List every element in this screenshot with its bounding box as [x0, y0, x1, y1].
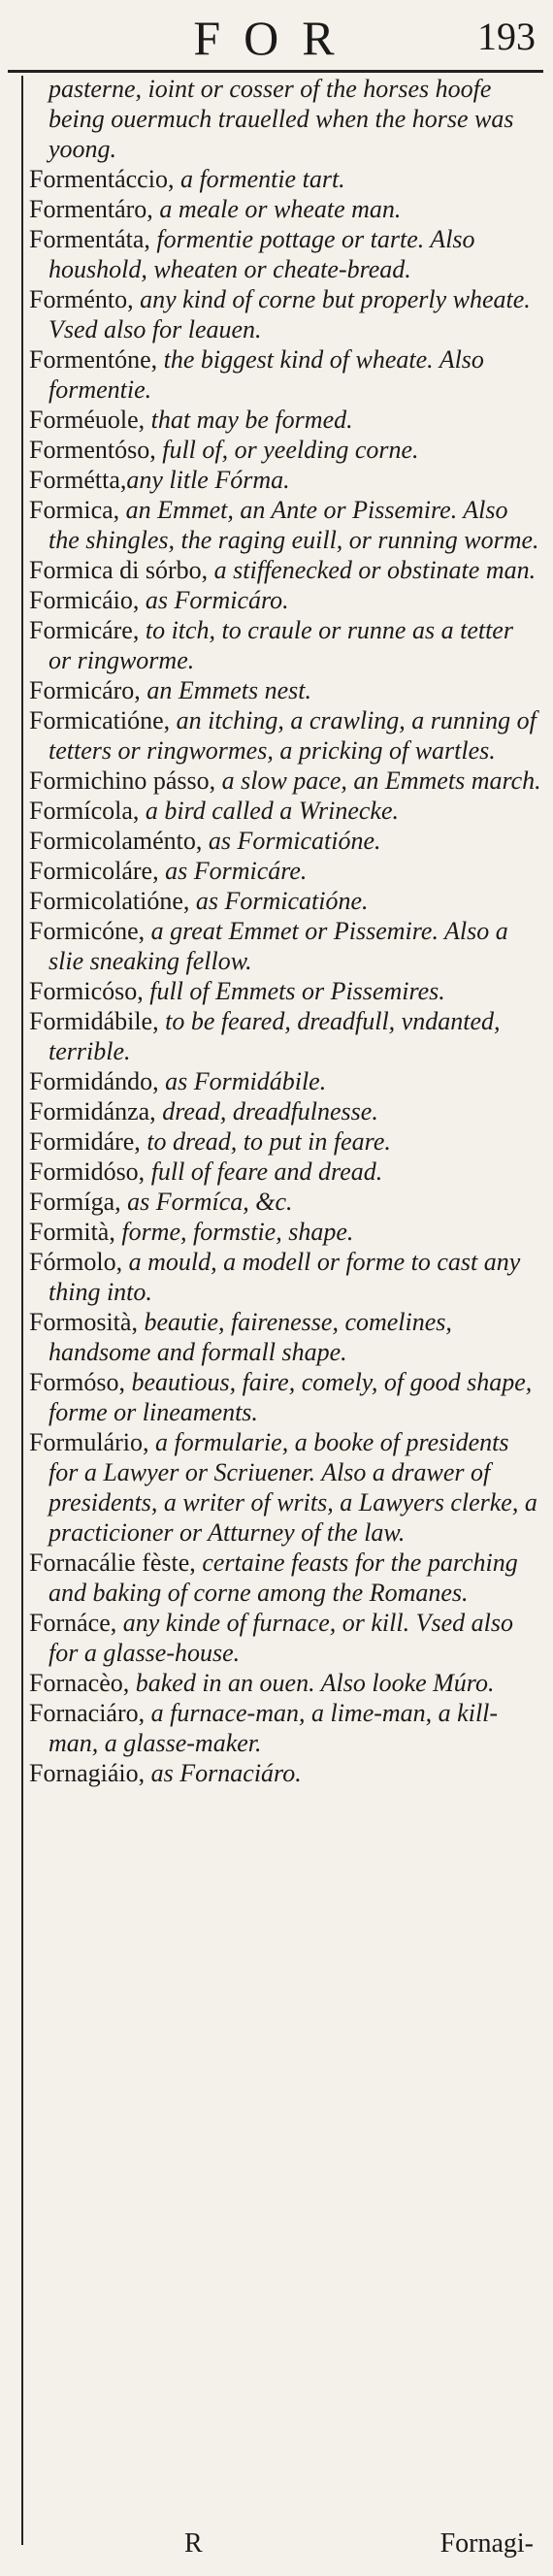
dictionary-entry — [29, 705, 541, 766]
dictionary-entry — [29, 495, 541, 555]
entry-headword: Formità, — [29, 1218, 115, 1246]
entry-definition: a bird called a Wrinecke. — [139, 797, 400, 825]
dictionary-entry — [29, 555, 541, 585]
dictionary-entry — [29, 405, 541, 435]
entry-headword: Formentáro, — [29, 195, 153, 223]
dictionary-entry — [29, 164, 541, 194]
dictionary-entry — [29, 284, 541, 344]
entry-definition: pasterne, ioint or cosser of the horses hoofe being ouermuch trauelled when the horse was yoong. — [49, 75, 514, 163]
dictionary-entry — [29, 1126, 541, 1157]
entry-headword: Fornaciáro, — [29, 1699, 146, 1727]
entry-headword: Forméuole, — [29, 406, 146, 434]
entry-headword: Formulário, — [29, 1428, 149, 1456]
dictionary-entry — [29, 886, 541, 916]
entry-definition: that may be formed. — [145, 406, 353, 434]
dictionary-entry — [29, 1157, 541, 1187]
dictionary-entry — [29, 1668, 541, 1698]
entry-definition: as Formicatióne. — [202, 827, 381, 855]
entry-definition: a formentie tart. — [174, 165, 345, 193]
page-title: FOR — [193, 11, 358, 65]
dictionary-entry — [29, 826, 541, 856]
dictionary-entry — [29, 976, 541, 1006]
entry-headword: Formicóso, — [29, 977, 144, 1005]
entry-headword: Formica, — [29, 496, 120, 524]
entry-definition: a formularie, a booke of presidents for a Lawyer or Scriuener. Also a drawer of presidents, a writer of writs, a Lawyers clerke, a practicioner or Atturney of the law. — [49, 1428, 537, 1547]
entry-definition: as Formicatióne. — [189, 887, 369, 915]
entry-definition: full of Emmets or Pissemires. — [143, 977, 445, 1005]
dictionary-entry — [29, 1427, 541, 1548]
entry-headword: Formicóne, — [29, 917, 146, 945]
dictionary-entry — [29, 1548, 541, 1608]
entry-headword: Formidábile, — [29, 1007, 159, 1035]
entry-headword: Formicáre, — [29, 616, 140, 644]
entry-list — [29, 74, 541, 1788]
header-rule — [8, 70, 543, 73]
entry-definition: a mould, a modell or forme to cast any thing into. — [49, 1248, 521, 1306]
entry-headword: Formicolatióne, — [29, 887, 190, 915]
entry-definition: a furnace-man, a lime-man, a kill-man, a glasse-maker. — [49, 1699, 499, 1757]
dictionary-entry — [29, 1006, 541, 1066]
entry-headword: Formidóso, — [29, 1158, 146, 1186]
dictionary-entry — [29, 1066, 541, 1096]
entry-definition: to itch, to craule or runne as a tetter or ringworme. — [49, 616, 513, 674]
entry-headword: Formentóso, — [29, 436, 156, 464]
entry-definition: as Fornaciáro. — [145, 1759, 302, 1787]
entry-headword: Fornacèo, — [29, 1669, 130, 1697]
entry-headword: Fornáce, — [29, 1609, 117, 1637]
entry-definition: to be feared, dreadfull, vndanted, terrible. — [49, 1007, 501, 1065]
entry-headword: Formica di sórbo, — [29, 556, 209, 584]
dictionary-entry — [29, 1096, 541, 1126]
entry-headword: Fórmolo, — [29, 1248, 123, 1276]
entry-headword: Formentáta, — [29, 225, 150, 253]
entry-definition: an Emmets nest. — [140, 676, 312, 704]
entry-definition: baked in an ouen. Also looke Múro. — [129, 1669, 495, 1697]
entry-definition: forme, formstie, shape. — [114, 1218, 354, 1246]
entry-definition: a stiffenecked or obstinate man. — [208, 556, 537, 584]
catchword: Fornagi- — [439, 2528, 534, 2559]
entry-headword: Forménto, — [29, 285, 134, 313]
entry-definition: certaine feasts for the parching and baking of corne among the Romanes. — [49, 1549, 518, 1607]
dictionary-entry — [29, 1307, 541, 1367]
dictionary-entry — [29, 675, 541, 705]
dictionary-entry — [29, 465, 541, 495]
entry-headword: Formichino pásso, — [29, 766, 216, 795]
entry-definition: as Formíca, &c. — [120, 1188, 293, 1216]
entry-headword: Formíga, — [29, 1188, 121, 1216]
entry-definition: formentie pottage or tarte. Also houshold, wheaten or cheate-bread. — [49, 225, 475, 283]
dictionary-entry — [29, 856, 541, 886]
entry-headword: Formosità, — [29, 1308, 138, 1336]
dictionary-entry — [29, 1187, 541, 1217]
entry-headword: Formidáre, — [29, 1127, 141, 1156]
entry-headword: Formicáro, — [29, 676, 141, 704]
entry-definition: dread, dreadfulnesse. — [155, 1097, 378, 1125]
entry-definition: any kind of corne but properly wheate. Vsed also for leauen. — [49, 285, 531, 343]
entry-definition: an itching, a crawling, a running of tetters or ringwormes, a pricking of wartles. — [49, 706, 537, 765]
entry-headword: Formicolaménto, — [29, 827, 203, 855]
entry-headword: Formícola, — [29, 797, 140, 825]
signature-mark: R — [184, 2528, 203, 2559]
entry-definition: any litle Fórma. — [126, 466, 290, 494]
entry-headword: Formidándo, — [29, 1067, 159, 1095]
entry-definition: a meale or wheate man. — [152, 195, 402, 223]
entry-definition: to dread, to put in feare. — [140, 1127, 391, 1156]
dictionary-entry — [29, 615, 541, 675]
entry-definition: as Formicáre. — [158, 857, 308, 885]
dictionary-entry — [29, 74, 541, 164]
page-number: 193 — [477, 15, 536, 58]
entry-definition: beautious, faire, comely, of good shape, forme or lineaments. — [49, 1368, 533, 1426]
dictionary-entry — [29, 194, 541, 224]
entry-definition: beautie, fairenesse, comelines, handsome and formall shape. — [49, 1308, 452, 1366]
entry-headword: Formétta, — [29, 466, 127, 494]
column-rule — [21, 76, 23, 2545]
dictionary-entry — [29, 435, 541, 465]
entry-headword: Formóso, — [29, 1368, 125, 1396]
dictionary-entry — [29, 1247, 541, 1307]
dictionary-entry — [29, 1608, 541, 1668]
dictionary-entry — [29, 1367, 541, 1427]
dictionary-entry — [29, 224, 541, 284]
entry-headword: Fornacálie fèste, — [29, 1549, 196, 1577]
dictionary-entry — [29, 916, 541, 976]
entry-headword: Fornagiáio, — [29, 1759, 146, 1787]
entry-definition: as Formidábile. — [158, 1067, 327, 1095]
entry-definition: the biggest kind of wheate. Also formentie. — [49, 345, 484, 404]
entry-definition: any kinde of furnace, or kill. Vsed also for a glasse-house. — [49, 1609, 513, 1667]
dictionary-entry — [29, 344, 541, 405]
entry-headword: Formentóne, — [29, 345, 158, 374]
dictionary-entry — [29, 796, 541, 826]
running-header — [8, 4, 543, 82]
dictionary-entry — [29, 1698, 541, 1758]
entry-definition: as Formicáro. — [139, 586, 289, 614]
entry-definition: a great Emmet or Pissemire. Also a slie sneaking fellow. — [49, 917, 508, 975]
entry-headword: Formidánza, — [29, 1097, 156, 1125]
entry-headword: Formentáccio, — [29, 165, 175, 193]
entry-headword: Formicáio, — [29, 586, 140, 614]
dictionary-entry — [29, 766, 541, 796]
entry-definition: full of, or yeelding corne. — [155, 436, 419, 464]
dictionary-entry — [29, 1758, 541, 1788]
dictionary-entry — [29, 1217, 541, 1247]
entry-definition: an Emmet, an Ante or Pissemire. Also the shingles, the raging euill, or running worme. — [49, 496, 539, 554]
dictionary-entry — [29, 585, 541, 615]
entry-headword: Formicoláre, — [29, 857, 159, 885]
page-footer — [0, 2527, 553, 2565]
entry-headword: Formicatióne, — [29, 706, 171, 734]
entry-definition: full of feare and dread. — [145, 1158, 383, 1186]
entry-definition: a slow pace, an Emmets march. — [215, 766, 541, 795]
